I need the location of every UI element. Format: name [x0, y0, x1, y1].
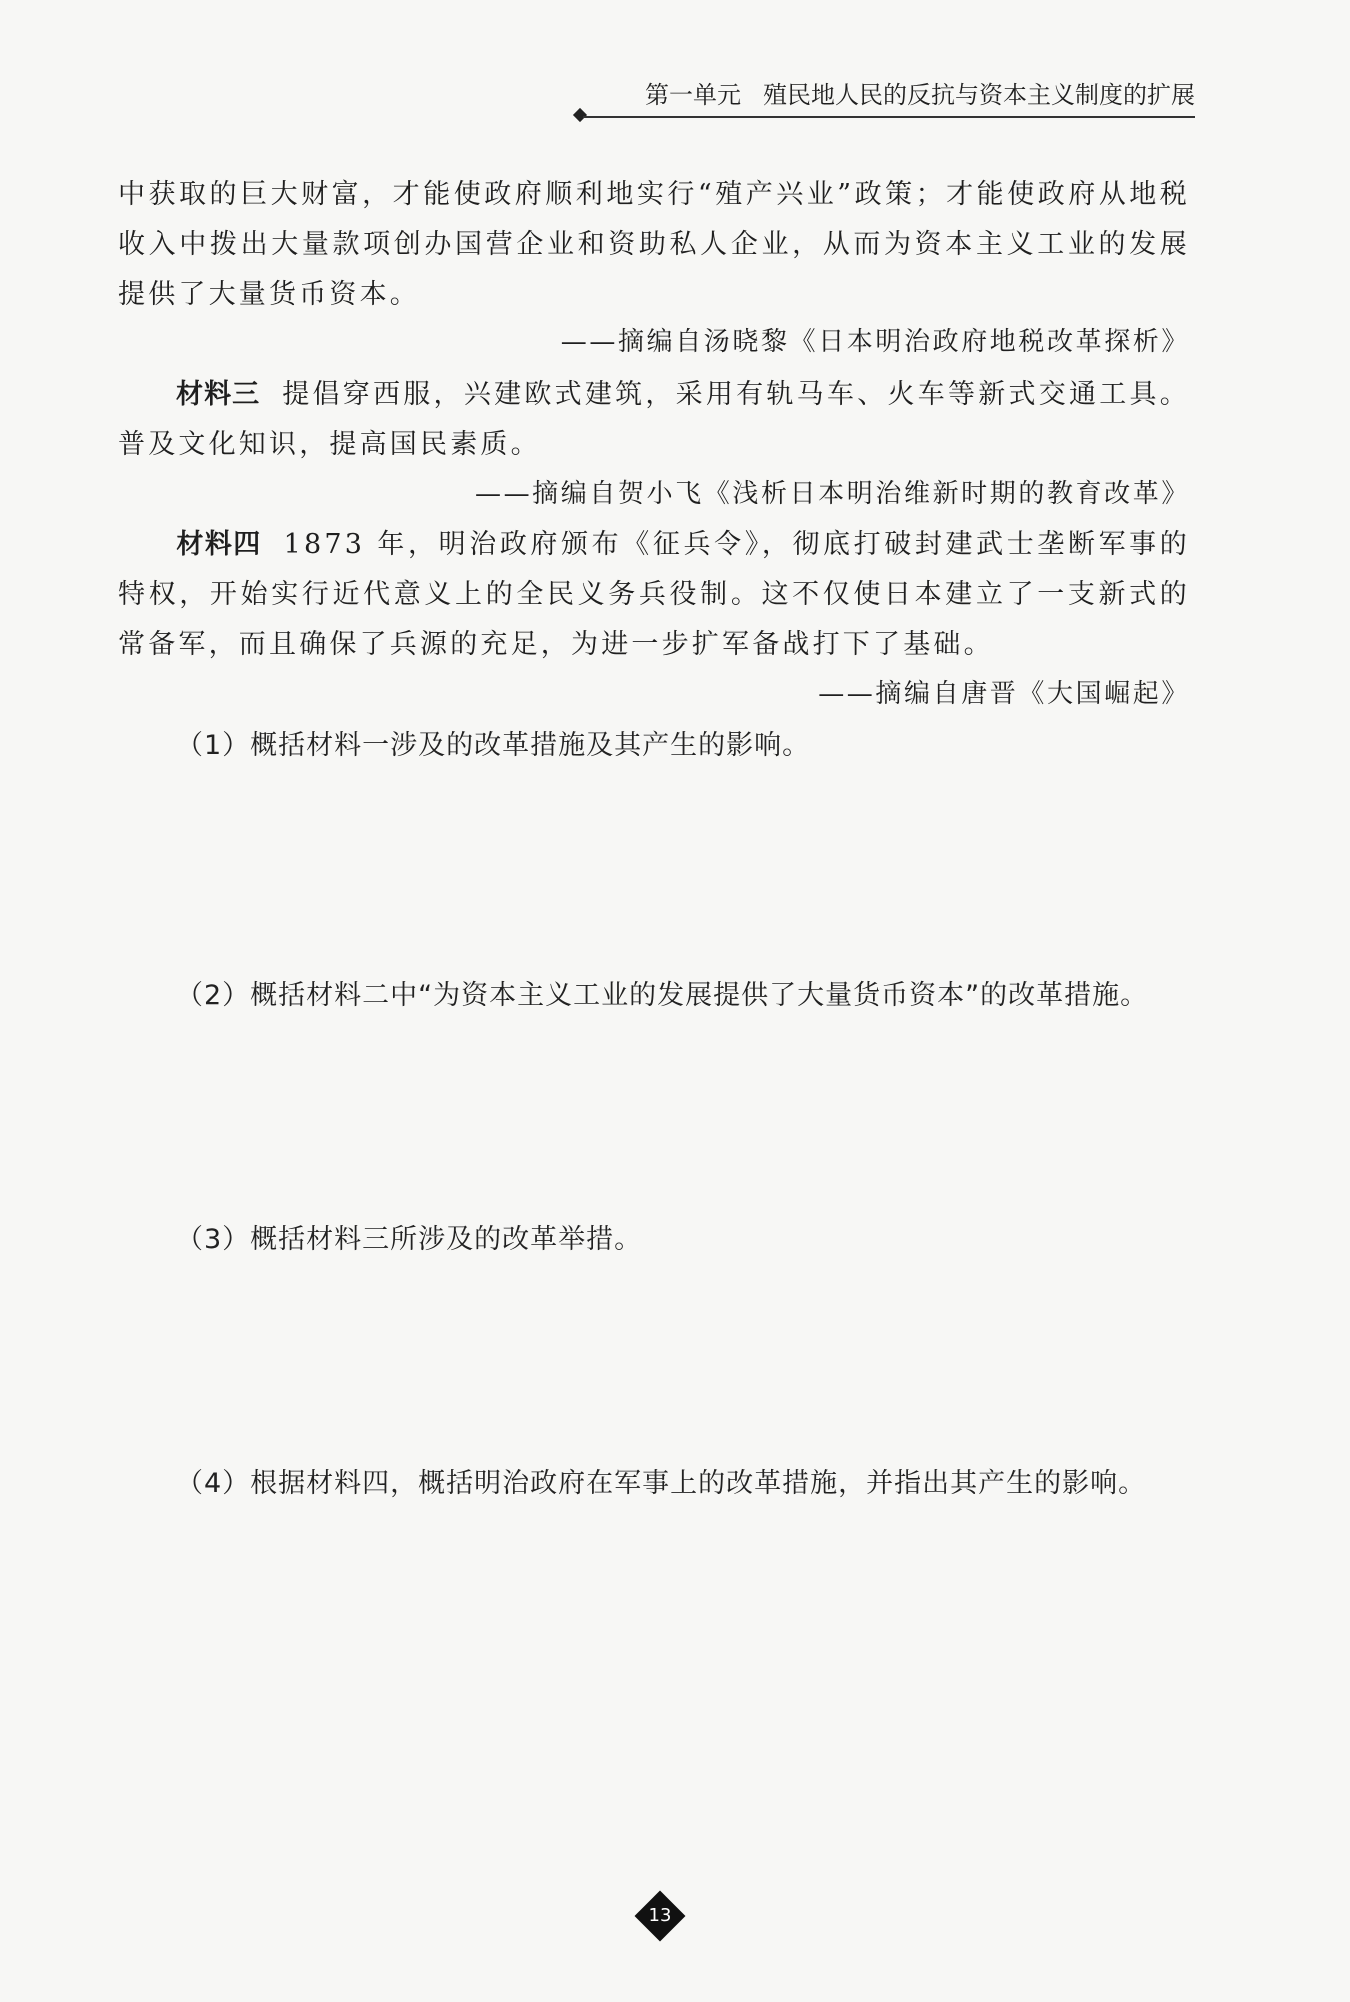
- material-4: [118, 520, 1190, 670]
- material-4-label: 材料四: [176, 529, 262, 560]
- material-4-source: ——摘编自唐晋《大国崛起》: [818, 679, 1190, 709]
- material-3-text: 提倡穿西服，兴建欧式建筑，采用有轨马车、火车等新式交通工具。普及文化知识，提高国民素质。: [118, 379, 1191, 460]
- question-1: （1）概括材料一涉及的改革措施及其产生的影响。: [176, 730, 811, 761]
- material-2-source: ——摘编自汤晓黎《日本明治政府地税改革探析》: [560, 327, 1190, 357]
- header-rule: [583, 116, 1195, 118]
- header-unit: 第一单元: [645, 81, 741, 109]
- running-header: [575, 78, 1195, 118]
- page-number-text: 13: [648, 1905, 672, 1926]
- question-4: （4）根据材料四，概括明治政府在军事上的改革措施，并指出其产生的影响。: [176, 1468, 1147, 1499]
- diamond-bullet-icon: [573, 108, 587, 122]
- header-text: [645, 78, 1195, 112]
- header-title: 殖民地人民的反抗与资本主义制度的扩展: [763, 81, 1195, 109]
- material-3-label: 材料三: [176, 379, 261, 410]
- page-number: [635, 1891, 685, 1941]
- material-3: [118, 370, 1190, 470]
- material-4-text: 1873 年，明治政府颁布《征兵令》，彻底打破封建武士垄断军事的特权，开始实行近代意义上的全民义务兵役制。这不仅使日本建立了一支新式的常备军，而且确保了兵源的充足，为进一步扩军备战打下了基础。: [118, 529, 1190, 660]
- material-3-source: ——摘编自贺小飞《浅析日本明治维新时期的教育改革》: [474, 479, 1190, 509]
- question-3: （3）概括材料三所涉及的改革举措。: [176, 1224, 643, 1255]
- material-2-continued: 中获取的巨大财富，才能使政府顺利地实行“殖产兴业”政策；才能使政府从地税收入中拨出大量款项创办国营企业和资助私人企业，从而为资本主义工业的发展提供了大量货币资本。: [118, 179, 1190, 310]
- question-2: （2）概括材料二中“为资本主义工业的发展提供了大量货币资本”的改革措施。: [176, 980, 1149, 1011]
